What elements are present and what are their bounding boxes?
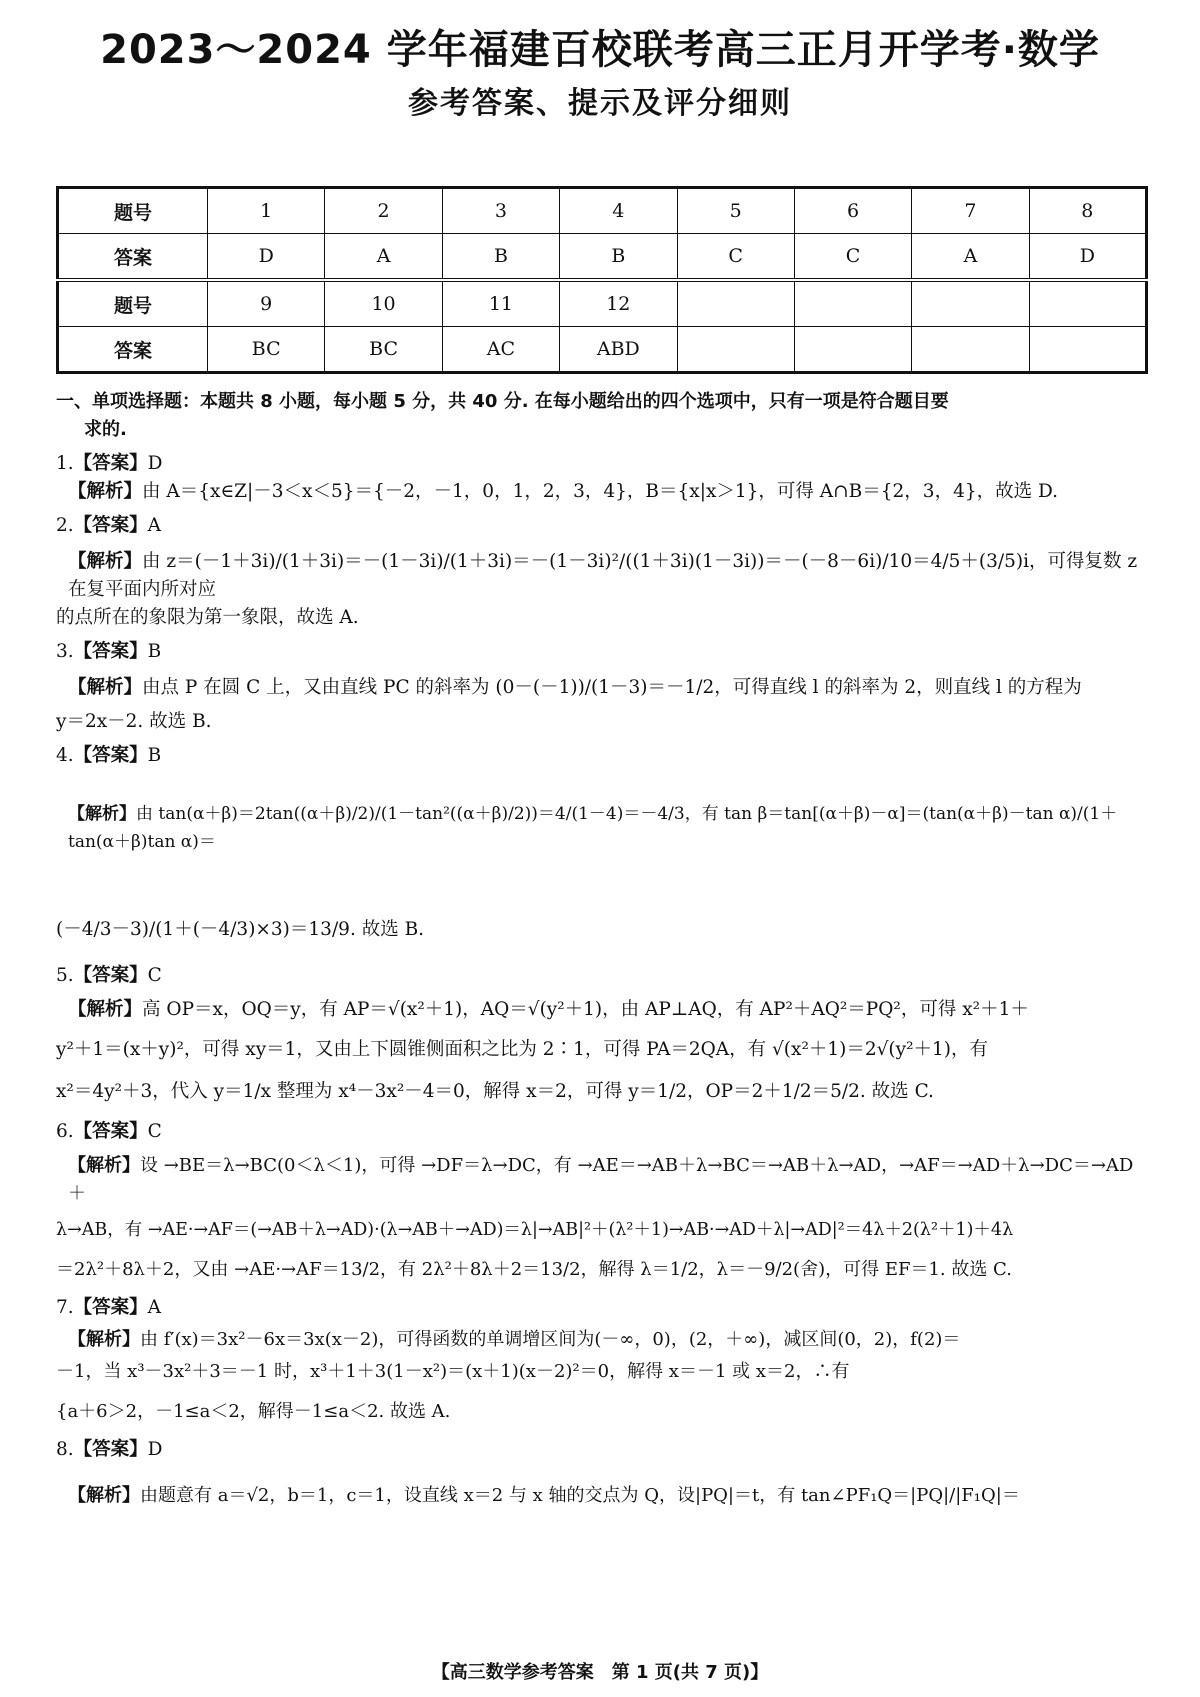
question-number: 2 — [325, 188, 442, 234]
analysis-text: 由 f′(x)＝3x²－6x＝3x(x－2)，可得函数的单调增区间为(－∞，0)，(2，＋∞)，减区间(0，2)，f(2)＝ — [140, 1329, 961, 1350]
table-row — [58, 280, 1147, 327]
question-number: 1 — [208, 188, 325, 234]
analysis-label: 【解析】 — [68, 1329, 140, 1350]
solution-item-7 — [56, 1294, 1148, 1426]
analysis-text: 设 →BE＝λ→BC(0＜λ＜1)，可得 →DF＝λ→DC，有 →AE＝→AB＋λ→BC＝→AB＋λ→AD，→AF＝→AD＋λ→DC＝→AD＋ — [68, 1155, 1134, 1204]
table-row — [58, 234, 1147, 281]
analysis-text: x²＝4y²＋3，代入 y＝1/x 整理为 x⁴－3x²－4＝0，解得 x＝2，可得 y＝1/2，OP＝2＋1/2＝5/2. 故选 C. — [56, 1081, 934, 1102]
answer-cell: B — [560, 234, 677, 281]
question-number: 4. — [56, 745, 74, 766]
answer-cell: ABD — [560, 327, 677, 373]
answer-cell: BC — [325, 327, 442, 373]
answer-value: C — [147, 965, 162, 986]
row-header-answer: 答案 — [58, 327, 208, 373]
analysis-text: ＝2λ²＋8λ＋2，又由 →AE·→AF＝13/2，有 2λ²＋8λ＋2＝13/2，解得 λ＝1/2，λ＝－9/2(舍)，可得 EF＝1. 故选 C. — [56, 1259, 1012, 1280]
answer-line — [56, 1118, 1148, 1146]
answer-line — [56, 1294, 1148, 1322]
analysis-label: 【解析】 — [68, 804, 136, 824]
row-header-answer: 答案 — [58, 234, 208, 281]
answer-cell: D — [1029, 234, 1146, 281]
page-title: 2023～2024 学年福建百校联考高三正月开学考·数学 — [100, 27, 1100, 73]
question-number: 4 — [560, 188, 677, 234]
answer-value: A — [147, 515, 162, 536]
analysis-label: 【解析】 — [68, 481, 143, 502]
analysis-text: 的点所在的象限为第一象限，故选 A. — [56, 607, 359, 628]
answer-label: 【答案】 — [73, 515, 148, 536]
row-header-number: 题号 — [58, 188, 208, 234]
question-number: 2. — [56, 515, 74, 536]
analysis-line — [56, 478, 1148, 506]
answer-line — [56, 512, 1148, 540]
answer-cell: AC — [442, 327, 559, 373]
question-number: 3 — [442, 188, 559, 234]
question-number: 11 — [442, 280, 559, 327]
analysis-line — [56, 1326, 1148, 1354]
question-number: 6. — [56, 1121, 74, 1142]
analysis-text: 由 z＝(－1＋3i)/(1＋3i)＝－(1－3i)/(1＋3i)＝－(1－3i)²/((1＋3i)(1－3i))＝－(－8－6i)/10＝4/5＋(3/5)i，可得复数 z 在复平面内所对应 — [68, 551, 1138, 600]
answer-line — [56, 1436, 1148, 1464]
question-number: 7. — [56, 1297, 74, 1318]
answer-cell — [677, 327, 794, 373]
analysis-label: 【解析】 — [68, 1155, 140, 1176]
solution-item-2 — [56, 512, 1148, 632]
answer-label: 【答案】 — [73, 965, 148, 986]
page-subtitle: 参考答案、提示及评分细则 — [408, 86, 792, 121]
row-header-number: 题号 — [58, 280, 208, 327]
section-heading — [56, 388, 1148, 444]
solution-item-8 — [56, 1436, 1148, 1510]
analysis-text: λ→AB，有 →AE·→AF＝(→AB＋λ→AD)·(λ→AB＋→AD)＝λ|→AB|²＋(λ²＋1)→AB·→AD＋λ|→AD|²＝4λ＋2(λ²＋1)＋4λ — [56, 1220, 1014, 1240]
answer-line — [56, 742, 1148, 770]
analysis-text: y＝2x－2. 故选 B. — [56, 711, 212, 732]
answer-cell: C — [677, 234, 794, 281]
analysis-text: 由 tan(α＋β)＝2tan((α＋β)/2)/(1－tan²((α＋β)/2))＝4/(1－4)＝－4/3，有 tan β＝tan[(α＋β)－α]＝(tan(α＋β)－tan α)/(1＋tan(α＋β)tan α)＝ — [68, 804, 1118, 852]
question-number: 8 — [1029, 188, 1146, 234]
answer-label: 【答案】 — [73, 1439, 148, 1460]
answer-value: B — [147, 641, 162, 662]
analysis-label: 【解析】 — [68, 999, 143, 1020]
question-number: 5. — [56, 965, 74, 986]
answer-value: B — [147, 745, 162, 766]
question-number: 7 — [912, 188, 1029, 234]
question-number: 1. — [56, 453, 74, 474]
analysis-text: 由题意有 a＝√2，b＝1，c＝1，设直线 x＝2 与 x 轴的交点为 Q，设|PQ|＝t，有 tan∠PF₁Q＝|PQ|/|F₁Q|＝ — [140, 1485, 1020, 1506]
answer-label: 【答案】 — [73, 453, 148, 474]
question-number — [1029, 280, 1146, 327]
answer-cell: C — [794, 234, 911, 281]
answer-label: 【答案】 — [73, 1121, 148, 1142]
answer-cell — [1029, 327, 1146, 373]
analysis-label: 【解析】 — [68, 1485, 140, 1506]
question-number: 5 — [677, 188, 794, 234]
analysis-line — [56, 674, 1148, 702]
question-number: 9 — [208, 280, 325, 327]
answer-value: C — [147, 1121, 162, 1142]
solutions-content — [56, 388, 1148, 1510]
answer-cell — [912, 327, 1029, 373]
question-number: 10 — [325, 280, 442, 327]
analysis-line — [56, 548, 1148, 604]
solution-item-4 — [56, 742, 1148, 944]
analysis-text: 由 A＝{x∈Z|－3＜x＜5}＝{－2，－1，0，1，2，3，4}，B＝{x|x＞1}，可得 A∩B＝{2，3，4}，故选 D. — [142, 481, 1059, 502]
analysis-text: 高 OP＝x，OQ＝y，有 AP＝√(x²＋1)，AQ＝√(y²＋1)，由 AP⊥AQ，有 AP²＋AQ²＝PQ²，可得 x²＋1＋ — [142, 999, 1029, 1020]
question-number — [677, 280, 794, 327]
answer-cell: D — [208, 234, 325, 281]
table-row — [58, 188, 1147, 234]
analysis-label: 【解析】 — [68, 677, 143, 698]
answer-value: D — [147, 1439, 163, 1460]
question-number: 8. — [56, 1439, 74, 1460]
question-number — [794, 280, 911, 327]
question-number: 6 — [794, 188, 911, 234]
page-footer: 【高三数学参考答案 第 1 页(共 7 页)】 — [431, 1662, 769, 1683]
analysis-line — [56, 1152, 1148, 1208]
analysis-text: y²＋1＝(x＋y)²，可得 xy＝1，又由上下圆锥侧面积之比为 2∶1，可得 PA＝2QA，有 √(x²＋1)＝2√(y²＋1)，有 — [56, 1039, 988, 1060]
answer-line — [56, 450, 1148, 478]
section-heading-line: 一、单项选择题：本题共 8 小题，每小题 5 分，共 40 分. 在每小题给出的四个选项中，只有一项是符合题目要 — [56, 391, 949, 412]
answer-label: 【答案】 — [73, 1297, 148, 1318]
answer-label: 【答案】 — [73, 745, 148, 766]
answer-cell: A — [912, 234, 1029, 281]
analysis-text: 由点 P 在圆 C 上，又由直线 PC 的斜率为 (0－(－1))/(1－3)＝－1/2，可得直线 l 的斜率为 2，则直线 l 的方程为 — [142, 677, 1082, 698]
answer-cell: BC — [208, 327, 325, 373]
section-heading-line: 求的. — [84, 419, 127, 440]
analysis-text: －1，当 x³－3x²＋3＝－1 时，x³＋1＋3(1－x²)＝(x＋1)(x－2)²＝0，解得 x＝－1 或 x＝2，∴有 — [56, 1361, 850, 1382]
question-number: 3. — [56, 641, 74, 662]
question-number — [912, 280, 1029, 327]
answer-cell: B — [442, 234, 559, 281]
answer-label: 【答案】 — [73, 641, 148, 662]
answer-value: D — [147, 453, 163, 474]
answer-line — [56, 638, 1148, 666]
solution-item-1 — [56, 450, 1148, 506]
answer-value: A — [147, 1297, 162, 1318]
answer-cell — [794, 327, 911, 373]
analysis-line — [56, 1482, 1148, 1510]
analysis-line — [56, 800, 1148, 856]
analysis-text: (－4/3－3)/(1＋(－4/3)×3)＝13/9. 故选 B. — [56, 919, 425, 940]
answer-table — [56, 186, 1148, 374]
solution-item-6 — [56, 1118, 1148, 1284]
question-number: 12 — [560, 280, 677, 327]
table-row — [58, 327, 1147, 373]
solution-item-5 — [56, 962, 1148, 1106]
analysis-label: 【解析】 — [68, 551, 143, 572]
answer-cell: A — [325, 234, 442, 281]
solution-item-3 — [56, 638, 1148, 736]
analysis-text: {a＋6＞2，－1≤a＜2，解得－1≤a＜2. 故选 A. — [56, 1401, 451, 1422]
analysis-line — [56, 996, 1148, 1024]
answer-line — [56, 962, 1148, 990]
